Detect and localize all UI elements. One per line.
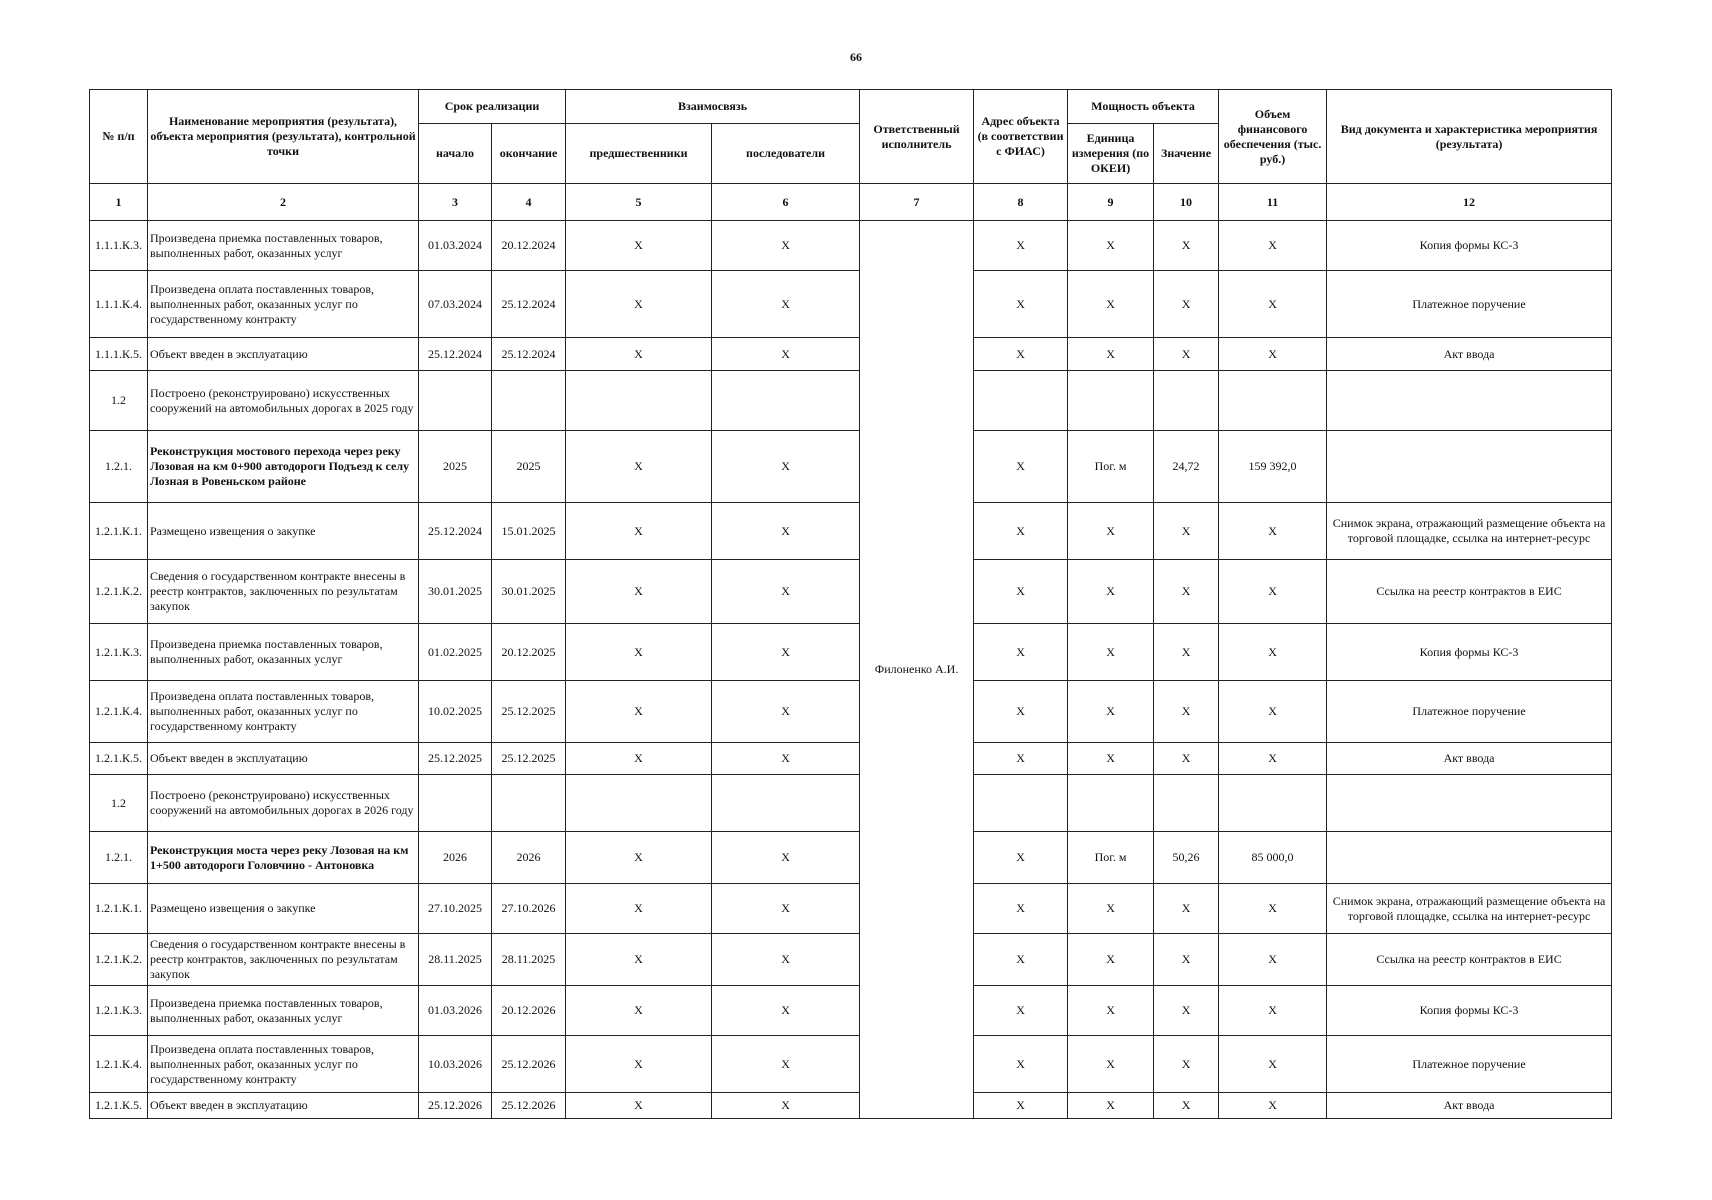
row-end: 27.10.2026 <box>492 884 566 934</box>
row-predecessors: X <box>566 221 712 271</box>
table-row <box>90 221 1612 271</box>
header-link-next: последователи <box>712 124 860 184</box>
table-row <box>90 986 1612 1036</box>
row-start: 25.12.2026 <box>419 1093 492 1119</box>
row-address: X <box>974 338 1068 371</box>
row-unit: X <box>1068 560 1154 624</box>
col-number: 11 <box>1219 184 1327 221</box>
row-address: X <box>974 743 1068 775</box>
row-value: X <box>1154 1093 1219 1119</box>
row-address: X <box>974 681 1068 743</box>
row-start: 25.12.2025 <box>419 743 492 775</box>
row-number: 1.2.1. <box>90 832 148 884</box>
responsible-cell: Филоненко А.И. <box>860 221 974 1119</box>
col-number: 12 <box>1327 184 1612 221</box>
row-document: Ссылка на реестр контрактов в ЕИС <box>1327 560 1612 624</box>
row-number: 1.2.1.К.1. <box>90 503 148 560</box>
row-start: 01.03.2026 <box>419 986 492 1036</box>
row-number: 1.1.1.К.4. <box>90 271 148 338</box>
row-address: X <box>974 832 1068 884</box>
row-number: 1.2 <box>90 775 148 832</box>
row-start <box>419 371 492 431</box>
row-unit: X <box>1068 884 1154 934</box>
row-finance: X <box>1219 681 1327 743</box>
col-number: 8 <box>974 184 1068 221</box>
row-unit: Пог. м <box>1068 431 1154 503</box>
row-predecessors: X <box>566 934 712 986</box>
table-row <box>90 560 1612 624</box>
row-finance: X <box>1219 624 1327 681</box>
row-finance: X <box>1219 1036 1327 1093</box>
row-finance: X <box>1219 503 1327 560</box>
row-value: 24,72 <box>1154 431 1219 503</box>
row-start: 01.03.2024 <box>419 221 492 271</box>
row-predecessors: X <box>566 1036 712 1093</box>
row-number: 1.2.1.К.2. <box>90 934 148 986</box>
header-term-end: окончание <box>492 124 566 184</box>
row-name: Реконструкция мостового перехода через реку Лозовая на км 0+900 автодороги Подъезд к селу Лозная в Ровеньском районе <box>148 431 419 503</box>
row-value: X <box>1154 743 1219 775</box>
header-name: Наименование мероприятия (результата), объекта мероприятия (результата), контрольной точки <box>148 90 419 184</box>
row-name: Реконструкция моста через реку Лозовая на км 1+500 автодороги Головчино - Антоновка <box>148 832 419 884</box>
row-number: 1.2.1.К.4. <box>90 681 148 743</box>
row-value: X <box>1154 986 1219 1036</box>
row-predecessors: X <box>566 1093 712 1119</box>
col-number: 1 <box>90 184 148 221</box>
row-value: X <box>1154 271 1219 338</box>
row-address: X <box>974 1093 1068 1119</box>
row-successors: X <box>712 1036 860 1093</box>
row-address: X <box>974 503 1068 560</box>
row-finance: X <box>1219 338 1327 371</box>
row-number: 1.2.1.К.1. <box>90 884 148 934</box>
row-end: 25.12.2025 <box>492 743 566 775</box>
row-value: X <box>1154 681 1219 743</box>
row-address: X <box>974 624 1068 681</box>
header-link: Взаимосвязь <box>566 90 860 124</box>
row-unit: X <box>1068 743 1154 775</box>
row-end: 20.12.2026 <box>492 986 566 1036</box>
row-finance: 159 392,0 <box>1219 431 1327 503</box>
row-end: 28.11.2025 <box>492 934 566 986</box>
row-unit: X <box>1068 624 1154 681</box>
header-unit: Единица измерения (по ОКЕИ) <box>1068 124 1154 184</box>
row-value: 50,26 <box>1154 832 1219 884</box>
row-end: 30.01.2025 <box>492 560 566 624</box>
row-successors: X <box>712 1093 860 1119</box>
row-name: Объект введен в эксплуатацию <box>148 743 419 775</box>
header-responsible: Ответственный исполнитель <box>860 90 974 184</box>
row-finance <box>1219 775 1327 832</box>
table-row <box>90 338 1612 371</box>
row-number: 1.2.1.К.2. <box>90 560 148 624</box>
row-document: Акт ввода <box>1327 1093 1612 1119</box>
row-predecessors: X <box>566 560 712 624</box>
table-row <box>90 271 1612 338</box>
row-end: 2026 <box>492 832 566 884</box>
col-number: 7 <box>860 184 974 221</box>
row-document: Акт ввода <box>1327 743 1612 775</box>
row-name: Объект введен в эксплуатацию <box>148 1093 419 1119</box>
row-value <box>1154 371 1219 431</box>
row-predecessors: X <box>566 624 712 681</box>
row-value: X <box>1154 338 1219 371</box>
row-address: X <box>974 221 1068 271</box>
row-address: X <box>974 986 1068 1036</box>
row-document: Копия формы КС-3 <box>1327 221 1612 271</box>
row-address: X <box>974 934 1068 986</box>
col-number: 9 <box>1068 184 1154 221</box>
row-value: X <box>1154 1036 1219 1093</box>
plan-table <box>89 89 1612 1119</box>
row-successors: X <box>712 338 860 371</box>
row-end <box>492 775 566 832</box>
row-successors: X <box>712 743 860 775</box>
row-number: 1.2.1.К.4. <box>90 1036 148 1093</box>
row-number: 1.2.1. <box>90 431 148 503</box>
row-value: X <box>1154 503 1219 560</box>
row-number: 1.1.1.К.3. <box>90 221 148 271</box>
header-row <box>90 90 1612 124</box>
row-address: X <box>974 431 1068 503</box>
row-name: Объект введен в эксплуатацию <box>148 338 419 371</box>
row-unit: X <box>1068 338 1154 371</box>
row-document: Снимок экрана, отражающий размещение объекта на торговой площадке, ссылка на интернет-ресурс <box>1327 503 1612 560</box>
row-finance: 85 000,0 <box>1219 832 1327 884</box>
row-number: 1.2.1.К.5. <box>90 743 148 775</box>
table-row <box>90 681 1612 743</box>
row-start: 25.12.2024 <box>419 338 492 371</box>
row-name: Размещено извещения о закупке <box>148 503 419 560</box>
page-number: 66 <box>850 50 862 64</box>
row-document: Ссылка на реестр контрактов в ЕИС <box>1327 934 1612 986</box>
row-predecessors: X <box>566 832 712 884</box>
row-address <box>974 775 1068 832</box>
row-document: Платежное поручение <box>1327 271 1612 338</box>
row-end: 15.01.2025 <box>492 503 566 560</box>
table-row <box>90 743 1612 775</box>
row-address <box>974 371 1068 431</box>
header-term: Срок реализации <box>419 90 566 124</box>
row-name: Сведения о государственном контракте внесены в реестр контрактов, заключенных по результатам закупок <box>148 934 419 986</box>
row-start: 2025 <box>419 431 492 503</box>
row-successors: X <box>712 221 860 271</box>
row-end: 25.12.2026 <box>492 1036 566 1093</box>
row-predecessors <box>566 775 712 832</box>
row-end: 2025 <box>492 431 566 503</box>
row-name: Произведена оплата поставленных товаров, выполненных работ, оказанных услуг по государственному контракту <box>148 1036 419 1093</box>
row-start: 25.12.2024 <box>419 503 492 560</box>
row-document: Снимок экрана, отражающий размещение объекта на торговой площадке, ссылка на интернет-ресурс <box>1327 884 1612 934</box>
row-predecessors: X <box>566 884 712 934</box>
row-successors: X <box>712 624 860 681</box>
row-document: Копия формы КС-3 <box>1327 624 1612 681</box>
col-number: 5 <box>566 184 712 221</box>
table-row <box>90 832 1612 884</box>
row-end: 25.12.2024 <box>492 271 566 338</box>
row-successors: X <box>712 832 860 884</box>
row-start: 27.10.2025 <box>419 884 492 934</box>
table-row <box>90 431 1612 503</box>
row-finance: X <box>1219 271 1327 338</box>
row-name: Размещено извещения о закупке <box>148 884 419 934</box>
row-finance: X <box>1219 743 1327 775</box>
row-start: 30.01.2025 <box>419 560 492 624</box>
column-number-row <box>90 184 1612 221</box>
table-row <box>90 503 1612 560</box>
row-finance: X <box>1219 221 1327 271</box>
row-value: X <box>1154 624 1219 681</box>
table-row <box>90 934 1612 986</box>
row-successors: X <box>712 560 860 624</box>
row-unit: X <box>1068 221 1154 271</box>
row-document <box>1327 775 1612 832</box>
row-predecessors: X <box>566 503 712 560</box>
row-unit: X <box>1068 986 1154 1036</box>
row-successors: X <box>712 884 860 934</box>
row-predecessors <box>566 371 712 431</box>
row-value: X <box>1154 934 1219 986</box>
row-value <box>1154 775 1219 832</box>
row-end: 20.12.2025 <box>492 624 566 681</box>
table-row <box>90 1036 1612 1093</box>
row-value: X <box>1154 884 1219 934</box>
row-name: Построено (реконструировано) искусственных сооружений на автомобильных дорогах в 2025 году <box>148 371 419 431</box>
col-number: 4 <box>492 184 566 221</box>
row-document: Акт ввода <box>1327 338 1612 371</box>
table-row <box>90 371 1612 431</box>
table-row <box>90 624 1612 681</box>
header-finance: Объем финансового обеспечения (тыс. руб.) <box>1219 90 1327 184</box>
row-document: Платежное поручение <box>1327 681 1612 743</box>
row-predecessors: X <box>566 271 712 338</box>
row-successors: X <box>712 934 860 986</box>
row-successors: X <box>712 431 860 503</box>
row-finance: X <box>1219 560 1327 624</box>
row-start: 10.03.2026 <box>419 1036 492 1093</box>
row-end: 25.12.2026 <box>492 1093 566 1119</box>
row-value: X <box>1154 221 1219 271</box>
row-unit: X <box>1068 1093 1154 1119</box>
row-address: X <box>974 1036 1068 1093</box>
row-number: 1.2.1.К.3. <box>90 986 148 1036</box>
row-finance: X <box>1219 934 1327 986</box>
row-start: 01.02.2025 <box>419 624 492 681</box>
row-predecessors: X <box>566 986 712 1036</box>
header-term-start: начало <box>419 124 492 184</box>
row-value: X <box>1154 560 1219 624</box>
row-name: Построено (реконструировано) искусственных сооружений на автомобильных дорогах в 2026 году <box>148 775 419 832</box>
row-start: 10.02.2025 <box>419 681 492 743</box>
row-document <box>1327 832 1612 884</box>
row-finance: X <box>1219 986 1327 1036</box>
col-number: 6 <box>712 184 860 221</box>
row-successors: X <box>712 681 860 743</box>
row-start: 28.11.2025 <box>419 934 492 986</box>
row-successors: X <box>712 271 860 338</box>
row-unit <box>1068 371 1154 431</box>
row-unit: X <box>1068 271 1154 338</box>
row-start: 07.03.2024 <box>419 271 492 338</box>
row-address: X <box>974 560 1068 624</box>
row-name: Произведена приемка поставленных товаров, выполненных работ, оказанных услуг <box>148 221 419 271</box>
row-number: 1.2.1.К.3. <box>90 624 148 681</box>
row-start: 2026 <box>419 832 492 884</box>
row-successors <box>712 371 860 431</box>
header-doc: Вид документа и характеристика мероприятия (результата) <box>1327 90 1612 184</box>
table-row <box>90 775 1612 832</box>
col-number: 3 <box>419 184 492 221</box>
row-finance: X <box>1219 1093 1327 1119</box>
row-unit: Пог. м <box>1068 832 1154 884</box>
row-end: 25.12.2025 <box>492 681 566 743</box>
row-number: 1.1.1.К.5. <box>90 338 148 371</box>
row-predecessors: X <box>566 431 712 503</box>
row-unit: X <box>1068 681 1154 743</box>
row-unit: X <box>1068 934 1154 986</box>
table-row <box>90 884 1612 934</box>
row-document <box>1327 371 1612 431</box>
row-name: Произведена приемка поставленных товаров, выполненных работ, оказанных услуг <box>148 624 419 681</box>
row-successors: X <box>712 986 860 1036</box>
row-predecessors: X <box>566 338 712 371</box>
row-name: Сведения о государственном контракте внесены в реестр контрактов, заключенных по результатам закупок <box>148 560 419 624</box>
row-predecessors: X <box>566 681 712 743</box>
row-unit <box>1068 775 1154 832</box>
header-value: Значение <box>1154 124 1219 184</box>
table-row <box>90 1093 1612 1119</box>
header-num: № п/п <box>90 90 148 184</box>
row-name: Произведена оплата поставленных товаров, выполненных работ, оказанных услуг по государственному контракту <box>148 681 419 743</box>
row-name: Произведена оплата поставленных товаров, выполненных работ, оказанных услуг по государственному контракту <box>148 271 419 338</box>
row-address: X <box>974 884 1068 934</box>
row-finance <box>1219 371 1327 431</box>
header-address: Адрес объекта (в соответствии с ФИАС) <box>974 90 1068 184</box>
col-number: 10 <box>1154 184 1219 221</box>
row-address: X <box>974 271 1068 338</box>
row-successors <box>712 775 860 832</box>
row-unit: X <box>1068 503 1154 560</box>
header-link-pred: предшественники <box>566 124 712 184</box>
col-number: 2 <box>148 184 419 221</box>
row-end <box>492 371 566 431</box>
row-successors: X <box>712 503 860 560</box>
row-number: 1.2 <box>90 371 148 431</box>
row-unit: X <box>1068 1036 1154 1093</box>
row-start <box>419 775 492 832</box>
row-finance: X <box>1219 884 1327 934</box>
row-predecessors: X <box>566 743 712 775</box>
row-end: 25.12.2024 <box>492 338 566 371</box>
row-end: 20.12.2024 <box>492 221 566 271</box>
row-document: Копия формы КС-3 <box>1327 986 1612 1036</box>
row-document <box>1327 431 1612 503</box>
row-number: 1.2.1.К.5. <box>90 1093 148 1119</box>
row-name: Произведена приемка поставленных товаров, выполненных работ, оказанных услуг <box>148 986 419 1036</box>
header-power: Мощность объекта <box>1068 90 1219 124</box>
row-document: Платежное поручение <box>1327 1036 1612 1093</box>
